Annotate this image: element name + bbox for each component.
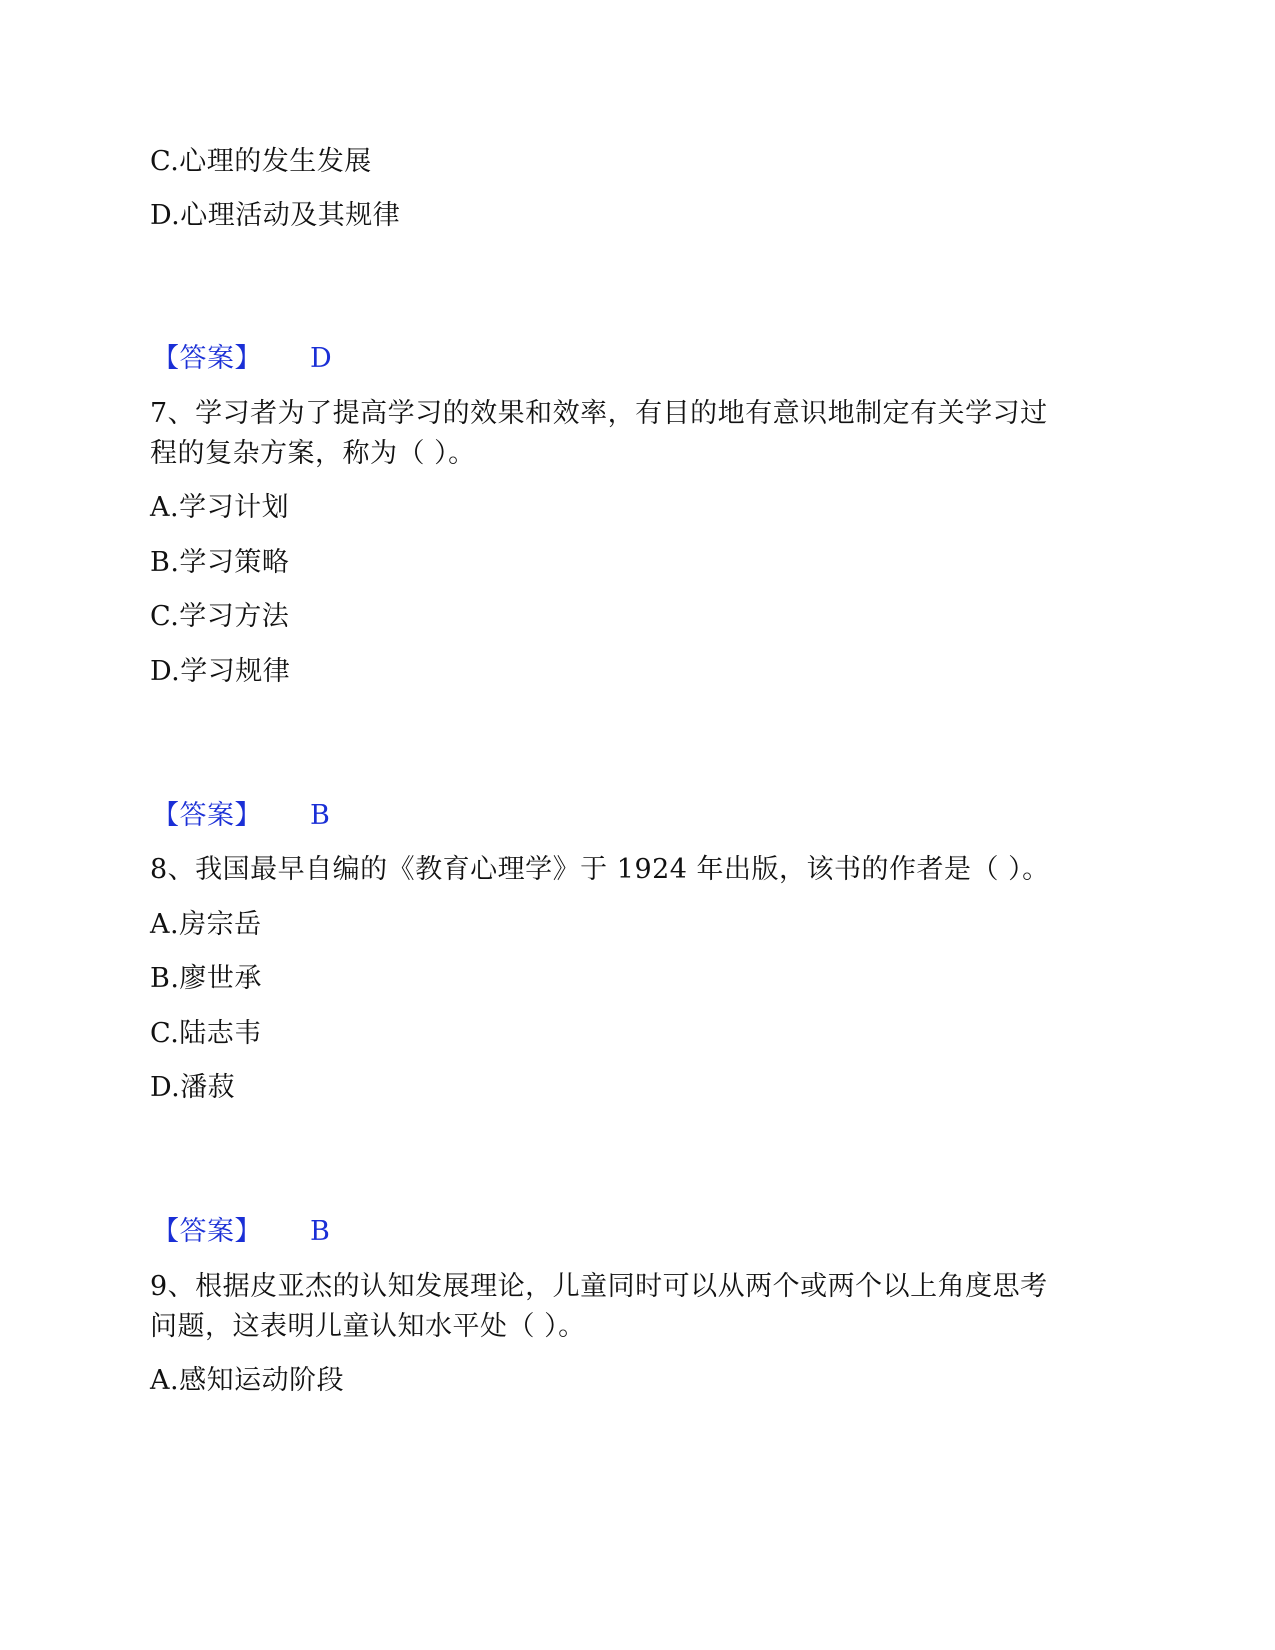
option-c: C.陆志韦 bbox=[150, 1018, 262, 1049]
question-stem-line: 7、学习者为了提高学习的效果和效率，有目的地有意识地制定有关学习过 bbox=[150, 398, 1048, 429]
answer-value: D bbox=[310, 343, 332, 374]
question-stem-line: 程的复杂方案，称为（ ）。 bbox=[150, 438, 476, 469]
option-a: A.房宗岳 bbox=[150, 909, 262, 940]
answer-row bbox=[152, 796, 330, 836]
option-a: A.学习计划 bbox=[150, 492, 290, 523]
answer-row bbox=[152, 1212, 330, 1252]
answer-value: B bbox=[310, 800, 330, 831]
question-stem-line: 8、我国最早自编的《教育心理学》于 1924 年出版，该书的作者是（ ）。 bbox=[150, 854, 1050, 885]
option-b: B.廖世承 bbox=[150, 963, 262, 994]
option-a: A.感知运动阶段 bbox=[150, 1365, 345, 1396]
option-d: D.学习规律 bbox=[150, 656, 291, 687]
option-c: C.心理的发生发展 bbox=[150, 146, 372, 177]
option-d: D.潘菽 bbox=[150, 1072, 236, 1103]
answer-label: 【答案】 bbox=[152, 1216, 262, 1247]
answer-label: 【答案】 bbox=[152, 343, 262, 374]
answer-row bbox=[152, 339, 332, 379]
option-b: B.学习策略 bbox=[150, 547, 290, 578]
option-c: C.学习方法 bbox=[150, 601, 290, 632]
question-stem-line: 问题，这表明儿童认知水平处（ ）。 bbox=[150, 1311, 586, 1342]
answer-label: 【答案】 bbox=[152, 800, 262, 831]
option-d: D.心理活动及其规律 bbox=[150, 200, 401, 231]
answer-value: B bbox=[310, 1216, 330, 1247]
question-stem-line: 9、根据皮亚杰的认知发展理论，儿童同时可以从两个或两个以上角度思考 bbox=[150, 1271, 1048, 1302]
